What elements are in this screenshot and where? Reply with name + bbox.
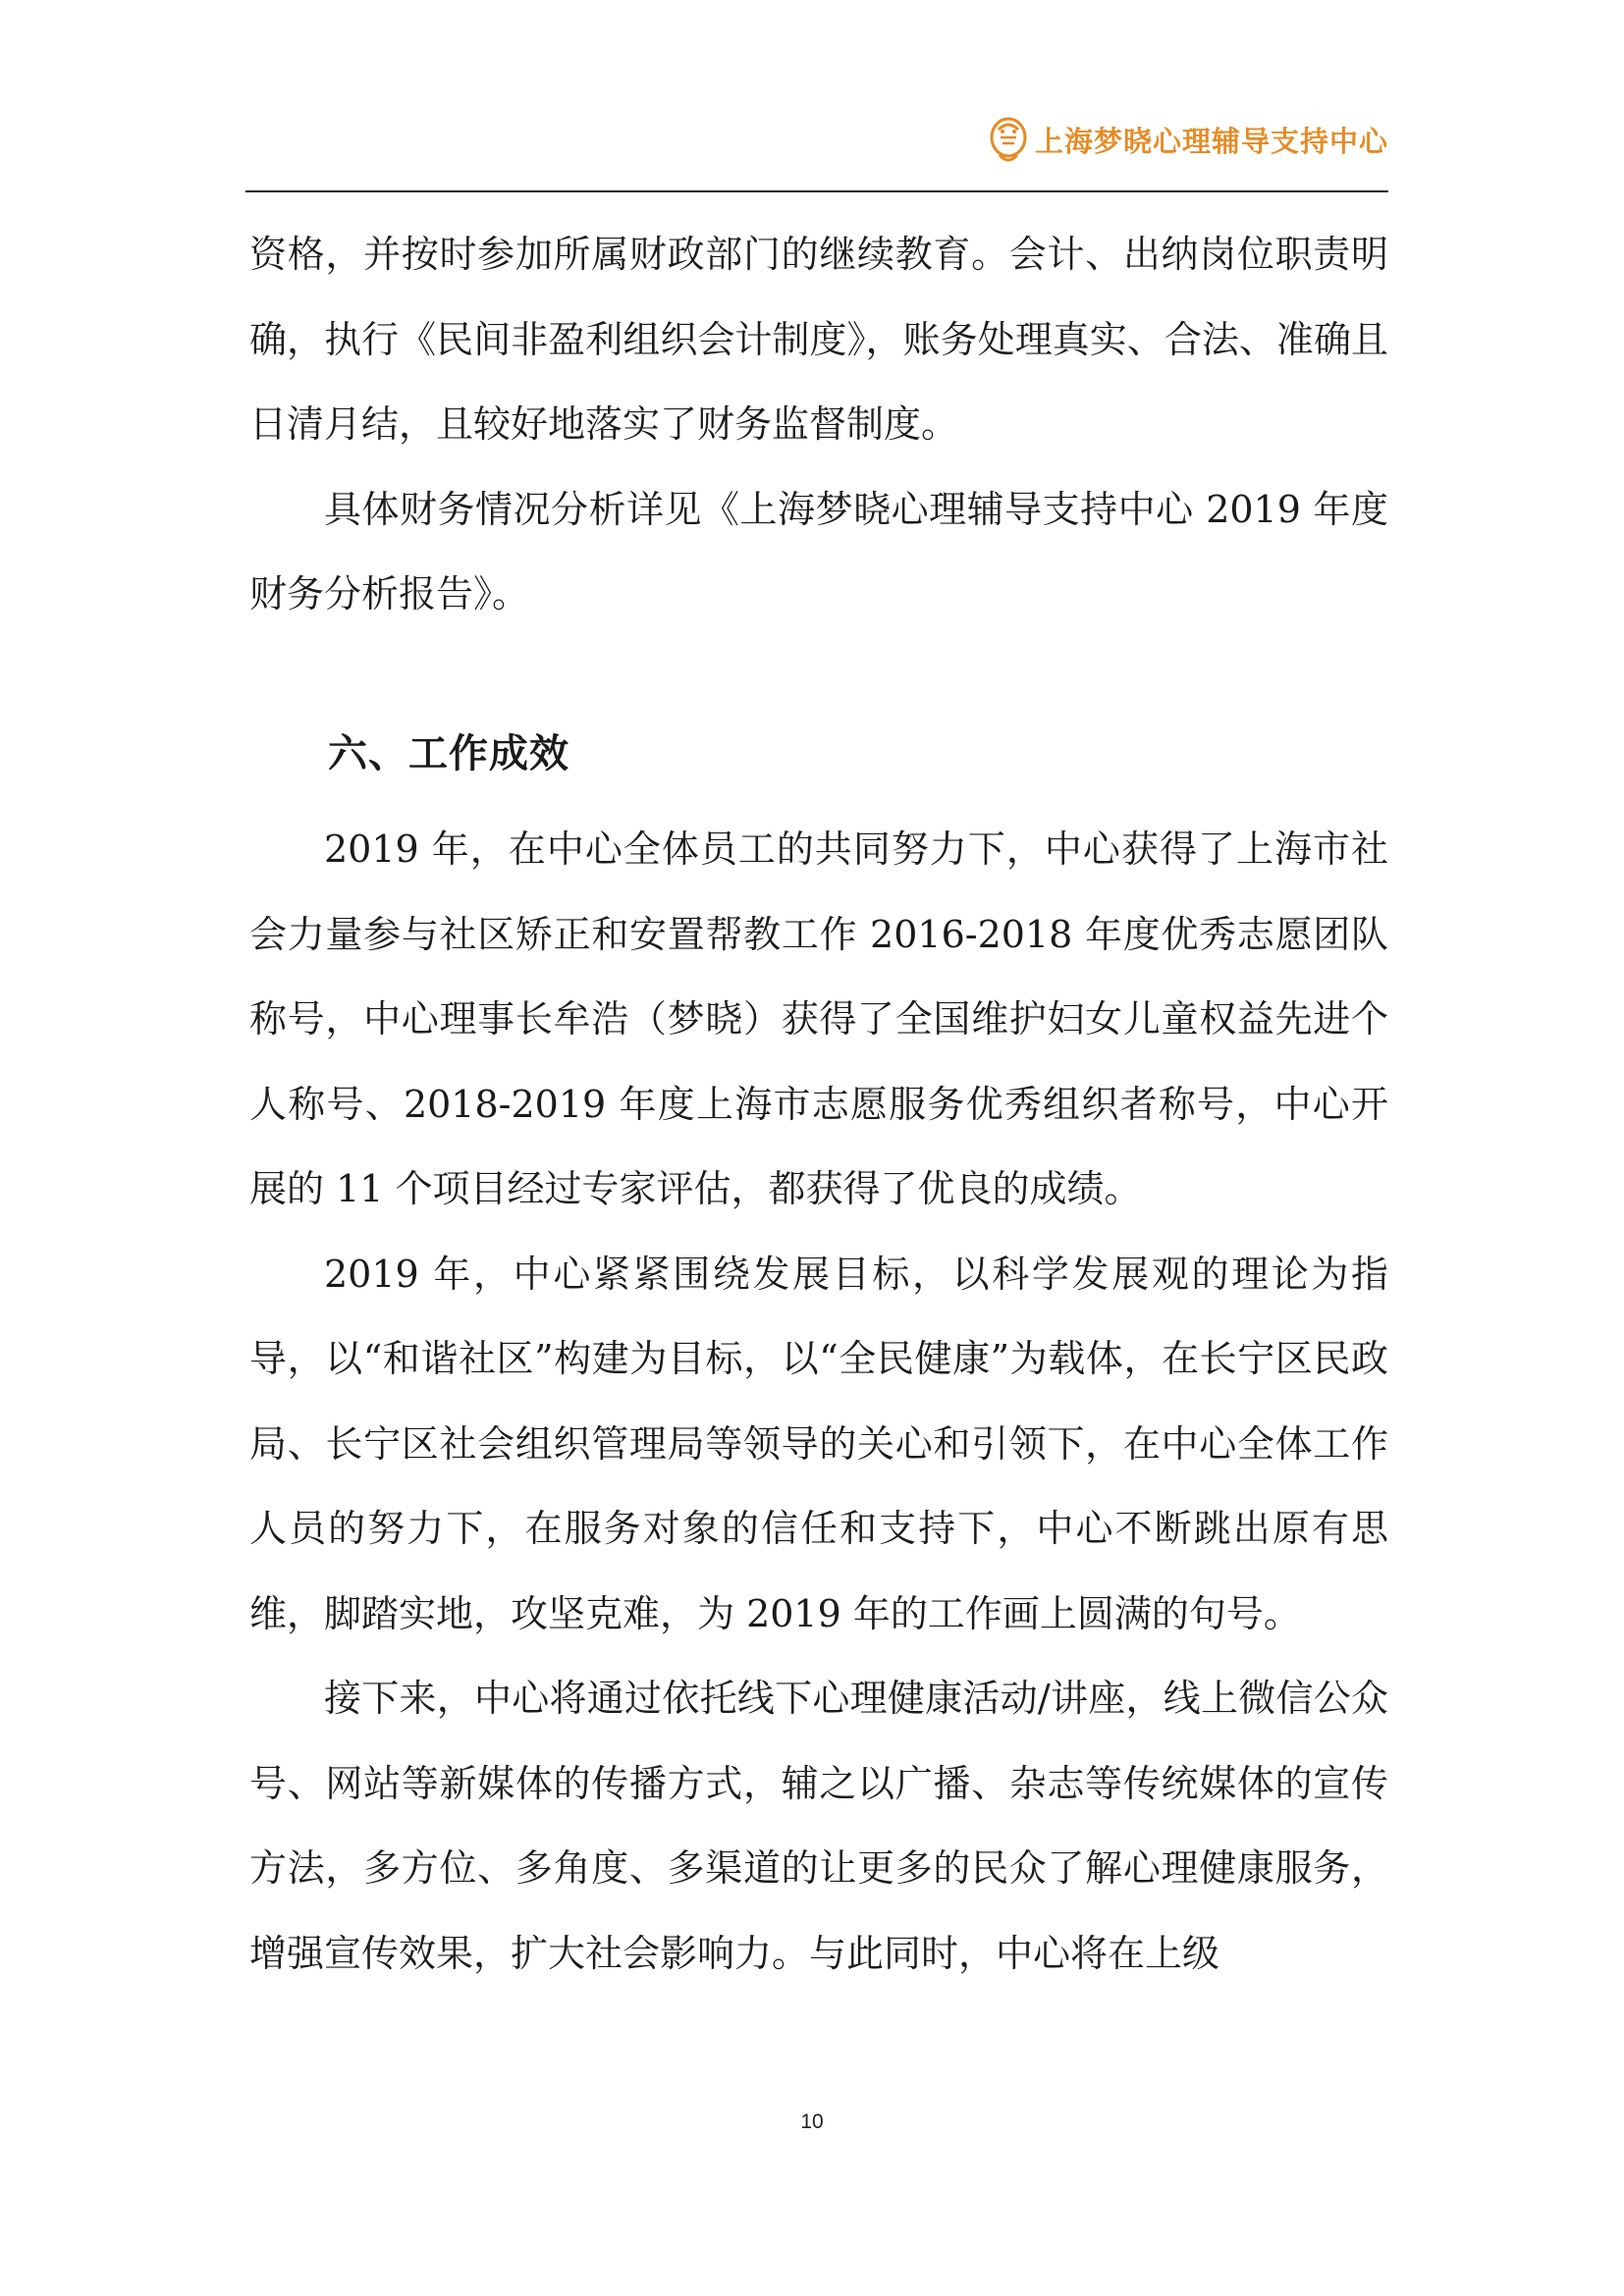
paragraph-continuation: 资格，并按时参加所属财政部门的继续教育。会计、出纳岗位职责明确，执行《民间非盈利组织会计制度》，账务处理真实、合法、准确且日清月结，且较好地落实了财务监督制度。	[249, 233, 1388, 446]
meng-logo-icon	[986, 116, 1031, 167]
paragraph-finance-reference: 具体财务情况分析详见《上海梦晓心理辅导支持中心 2019 年度财务分析报告》。	[249, 487, 1388, 615]
page-number: 10	[800, 2110, 824, 2133]
paragraph-achievements: 2019 年，在中心全体员工的共同努力下，中心获得了上海市社会力量参与社区矫正和安置帮教工作 2016-2018 年度优秀志愿团队称号，中心理事长牟浩（梦晓）获得了全国维护妇女儿童权益先进个人称号、2018-2019 年度上海市志愿服务优秀组织者称号，中心开展的 11 个项目经过专家评估，都获得了优良的成绩。	[249, 828, 1388, 1210]
body-text-bottom	[249, 807, 1388, 1996]
header-brand	[986, 116, 1388, 167]
section-heading: 六、工作成效	[328, 731, 569, 776]
org-name: 上海梦晓心理辅导支持中心	[1034, 125, 1388, 158]
page-header	[245, 110, 1388, 192]
body-text-top	[249, 212, 1388, 637]
paragraph-next-steps: 接下来，中心将通过依托线下心理健康活动/讲座，线上微信公众号、网站等新媒体的传播方式，辅之以广播、杂志等传统媒体的宣传方法，多方位、多角度、多渠道的让更多的民众了解心理健康服务，增强宣传效果，扩大社会影响力。与此同时，中心将在上级	[249, 1677, 1388, 1975]
paragraph-goals: 2019 年，中心紧紧围绕发展目标，以科学发展观的理论为指导，以“和谐社区”构建为目标，以“全民健康”为载体，在长宁区民政局、长宁区社会组织管理局等领导的关心和引领下，在中心全体工作人员的努力下，在服务对象的信任和支持下，中心不断跳出原有思维，脚踏实地，攻坚克难，为 2019 年的工作画上圆满的句号。	[249, 1252, 1388, 1635]
